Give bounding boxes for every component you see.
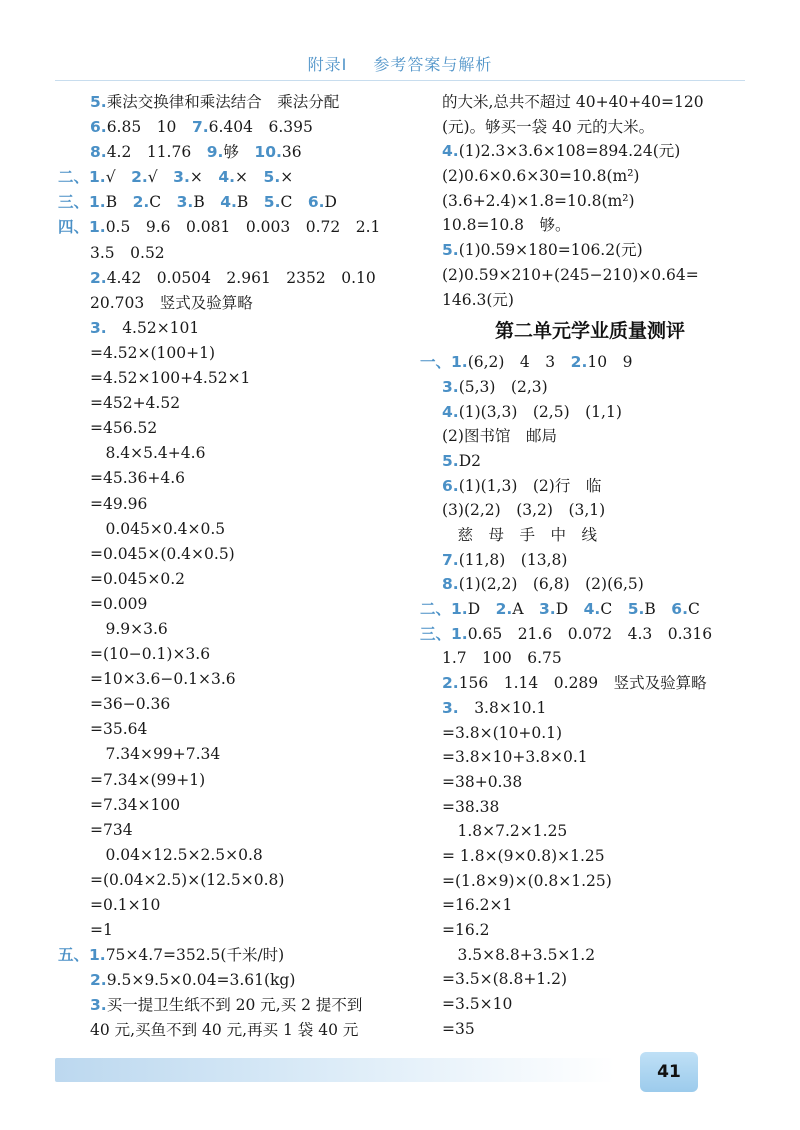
question-number: 五、1. xyxy=(58,946,106,965)
answer-text: 0.65 21.6 0.072 4.3 0.316 xyxy=(467,624,713,643)
question-number: 3. xyxy=(442,377,459,396)
question-number: 2. xyxy=(132,193,150,212)
answer-text: =7.34×(99+1) xyxy=(90,770,206,789)
question-number: 5. xyxy=(627,600,645,619)
question-number: 2. xyxy=(90,268,107,287)
question-number: 10. xyxy=(254,143,282,162)
answer-line xyxy=(58,742,393,767)
answer-text: =(0.04×2.5)×(12.5×0.8) xyxy=(90,870,285,889)
answer-text: A xyxy=(512,600,540,619)
answer-line xyxy=(420,893,760,918)
answer-text: 36 xyxy=(281,143,302,162)
answer-text: =(10−0.1)×3.6 xyxy=(90,645,211,664)
answer-line xyxy=(420,350,760,375)
answer-text: 10 9 xyxy=(587,353,633,372)
answer-line xyxy=(58,818,393,843)
answer-text: 乘法交换律和乘法结合 乘法分配 xyxy=(106,93,340,111)
answer-text: (2)图书馆 邮局 xyxy=(442,427,557,446)
question-number: 5. xyxy=(263,168,281,187)
answer-text: (元)。够买一袋 40 元的大米。 xyxy=(442,117,655,136)
answer-line xyxy=(58,466,393,491)
question-number: 四、1. xyxy=(58,218,106,237)
answer-text: =0.1×10 xyxy=(90,896,161,914)
question-number: 3. xyxy=(176,193,194,212)
answer-line xyxy=(420,498,760,523)
answer-line xyxy=(420,696,760,721)
question-number: 6. xyxy=(307,193,325,212)
answer-text: 7.34×99+7.34 xyxy=(90,745,221,764)
answer-line xyxy=(420,721,760,746)
answer-text: (6,2) 4 3 xyxy=(467,353,571,372)
answer-text: 买一提卫生纸不到 20 元,买 2 提不到 xyxy=(106,996,363,1015)
answer-text: 40 元,买鱼不到 40 元,再买 1 袋 40 元 xyxy=(90,1021,359,1040)
question-number: 2. xyxy=(495,600,513,619)
answer-text: 1.7 100 6.75 xyxy=(442,649,562,668)
answer-text: B xyxy=(193,193,221,212)
answer-text: (1)2.3×3.6×108=894.24(元) xyxy=(458,142,681,161)
answer-text: = 1.8×(9×0.8)×1.25 xyxy=(442,846,605,865)
answer-line xyxy=(58,140,393,165)
answer-text: 20.703 竖式及验算略 xyxy=(90,293,253,312)
answer-text: × xyxy=(235,168,264,187)
appendix-label: 附录Ⅰ xyxy=(307,55,348,74)
answer-text: =16.2×1 xyxy=(442,896,513,915)
answer-line xyxy=(420,745,760,770)
answer-line xyxy=(420,572,760,597)
question-number: 2. xyxy=(570,353,588,372)
answer-line xyxy=(420,474,760,499)
answer-text: =7.34×100 xyxy=(90,795,181,814)
answer-text: C xyxy=(600,600,628,619)
answer-line xyxy=(58,241,393,266)
answer-text: (5,3) (2,3) xyxy=(458,377,548,396)
answer-text: =456.52 xyxy=(90,419,158,438)
page-number: 41 xyxy=(640,1052,698,1092)
question-number: 6. xyxy=(671,600,688,619)
question-number: 二、1. xyxy=(58,168,106,187)
answer-text: =3.5×10 xyxy=(442,995,513,1014)
answer-line xyxy=(420,139,760,164)
answer-line xyxy=(58,266,393,291)
answer-line xyxy=(58,642,393,667)
answer-text: =734 xyxy=(90,820,133,839)
answer-text: =3.5×(8.8+1.2) xyxy=(442,970,568,989)
answer-line xyxy=(58,391,393,416)
answer-line xyxy=(58,366,393,391)
answer-line xyxy=(420,795,760,820)
question-number: 5. xyxy=(90,93,107,111)
answer-line xyxy=(58,592,393,617)
answer-line xyxy=(420,869,760,894)
question-number: 7. xyxy=(191,118,209,137)
answer-text: 4.42 0.0504 2.961 2352 0.10 xyxy=(106,268,376,287)
answer-line xyxy=(58,1018,393,1043)
section-title: 第二单元学业质量测评 xyxy=(494,320,685,343)
answer-line xyxy=(420,400,760,425)
answer-text: 的大米,总共不超过 40+40+40=120 xyxy=(442,93,704,111)
answer-line xyxy=(420,115,760,140)
question-number: 4. xyxy=(442,142,459,161)
answer-text: D xyxy=(324,193,337,212)
answer-text: B xyxy=(105,193,133,212)
answer-line xyxy=(58,291,393,316)
answer-text: × xyxy=(189,168,219,187)
answer-text: =0.009 xyxy=(90,594,148,613)
answer-line xyxy=(420,90,760,115)
answer-line xyxy=(420,918,760,943)
answer-text: D xyxy=(555,600,584,619)
question-number: 2. xyxy=(131,168,148,187)
answer-text: C xyxy=(149,193,177,212)
answer-text: C xyxy=(687,600,700,619)
answer-text: =10×3.6−0.1×3.6 xyxy=(90,670,236,689)
answer-line xyxy=(420,943,760,968)
answer-text: (1)(1,3) (2)行 临 xyxy=(458,476,602,495)
answer-line xyxy=(58,768,393,793)
answer-text: 0.04×12.5×2.5×0.8 xyxy=(90,845,263,864)
header-divider xyxy=(55,80,745,81)
answer-text: (11,8) (13,8) xyxy=(458,550,568,569)
answer-text: D xyxy=(467,600,496,619)
answer-line xyxy=(420,646,760,671)
question-number: 5. xyxy=(442,451,459,470)
answer-text: =49.96 xyxy=(90,494,148,513)
answer-text: (1)0.59×180=106.2(元) xyxy=(458,241,643,260)
answer-text: 3.5×8.8+3.5×1.2 xyxy=(442,945,596,964)
answer-text: 4.52×101 xyxy=(106,318,200,337)
answer-line xyxy=(420,238,760,263)
answer-text: 6.404 6.395 xyxy=(208,118,313,137)
answer-text: 9.5×9.5×0.04=3.61(kg) xyxy=(106,971,296,990)
answer-text: =3.8×10+3.8×0.1 xyxy=(442,748,588,767)
answer-text: =35.64 xyxy=(90,720,148,739)
header-title: 参考答案与解析 xyxy=(373,55,493,74)
answer-line xyxy=(420,1017,760,1042)
answer-line xyxy=(420,449,760,474)
answer-text: 1.8×7.2×1.25 xyxy=(442,822,568,841)
answer-text: =1 xyxy=(90,921,113,940)
answer-line xyxy=(58,341,393,366)
answer-text: 0.045×0.4×0.5 xyxy=(90,519,226,538)
answer-line xyxy=(58,316,393,341)
answer-text: 6.85 10 xyxy=(106,118,192,137)
question-number: 2. xyxy=(90,971,107,990)
answer-line xyxy=(58,492,393,517)
answer-text: (3)(2,2) (3,2) (3,1) xyxy=(442,501,606,520)
footer-decoration-band xyxy=(55,1058,615,1082)
answer-line xyxy=(58,441,393,466)
answer-line xyxy=(58,968,393,993)
answer-line xyxy=(58,893,393,918)
answer-text: 慈 母 手 中 线 xyxy=(442,526,598,544)
answer-line xyxy=(58,667,393,692)
answer-line xyxy=(58,215,393,240)
answer-text: 0.5 9.6 0.081 0.003 0.72 2.1 xyxy=(105,218,381,237)
answer-text: B xyxy=(644,600,672,619)
answer-line xyxy=(58,843,393,868)
question-number: 3. xyxy=(539,600,556,619)
right-column-continuation xyxy=(420,90,760,312)
answer-text: =38.38 xyxy=(442,797,500,816)
answer-text: 146.3(元) xyxy=(442,290,514,309)
answer-line xyxy=(420,967,760,992)
question-number: 8. xyxy=(442,575,459,594)
question-number: 3. xyxy=(442,698,459,717)
question-number: 6. xyxy=(90,118,107,137)
answer-text: × xyxy=(280,168,294,187)
answer-line xyxy=(58,993,393,1018)
answer-text: (3.6+2.4)×1.8=10.8(m²) xyxy=(442,191,635,210)
answer-text: 75×4.7=352.5(千米/时) xyxy=(105,946,285,965)
answer-text: (1)(3,3) (2,5) (1,1) xyxy=(458,402,622,421)
right-column xyxy=(420,90,760,1041)
answer-text: =16.2 xyxy=(442,921,490,939)
question-number: 4. xyxy=(218,168,236,187)
answer-line xyxy=(58,717,393,742)
answer-line xyxy=(420,288,760,313)
answer-text: √ xyxy=(105,168,132,187)
question-number: 8. xyxy=(90,143,107,162)
answer-text: B xyxy=(236,193,264,212)
answer-text: (2)0.59×210+(245−210)×0.64= xyxy=(442,265,699,284)
answer-line xyxy=(58,943,393,968)
answer-line xyxy=(58,190,393,215)
page-header xyxy=(0,52,800,75)
question-number: 2. xyxy=(442,674,459,693)
answer-text: (1)(2,2) (6,8) (2)(6,5) xyxy=(458,575,644,594)
answer-line xyxy=(58,517,393,542)
answer-line xyxy=(58,617,393,642)
answer-line xyxy=(58,416,393,441)
answer-text: =452+4.52 xyxy=(90,394,181,413)
answer-text: =35 xyxy=(442,1019,475,1038)
answer-line xyxy=(58,90,393,115)
answer-text: =45.36+4.6 xyxy=(90,469,185,488)
answer-text: 9.9×3.6 xyxy=(90,619,168,638)
answer-text: =4.52×100+4.52×1 xyxy=(90,369,251,388)
answer-line xyxy=(58,692,393,717)
answer-text: (2)0.6×0.6×30=10.8(m²) xyxy=(442,167,640,186)
answer-line xyxy=(420,375,760,400)
answer-text: =38+0.38 xyxy=(442,772,523,791)
question-number: 5. xyxy=(263,193,281,212)
answer-line xyxy=(58,542,393,567)
answer-line xyxy=(420,164,760,189)
answer-text: 够 xyxy=(223,143,255,162)
question-number: 三、1. xyxy=(58,193,106,212)
question-number: 6. xyxy=(442,476,459,495)
question-number: 4. xyxy=(583,600,601,619)
answer-line xyxy=(420,770,760,795)
answer-line xyxy=(420,819,760,844)
answer-text: 3.8×10.1 xyxy=(458,698,547,717)
answer-text: =36−0.36 xyxy=(90,695,171,714)
answer-line xyxy=(420,844,760,869)
answer-text: D2 xyxy=(458,451,481,470)
question-number: 5. xyxy=(442,241,459,260)
answer-line xyxy=(58,165,393,190)
answer-line xyxy=(58,918,393,943)
answer-line xyxy=(58,793,393,818)
answer-text: =4.52×(100+1) xyxy=(90,343,216,362)
answer-text: =0.045×(0.4×0.5) xyxy=(90,544,235,563)
answer-line xyxy=(420,992,760,1017)
question-number: 3. xyxy=(90,318,107,337)
answer-text: 8.4×5.4+4.6 xyxy=(90,444,206,463)
answer-line xyxy=(58,115,393,140)
answer-text: 156 1.14 0.289 竖式及验算略 xyxy=(458,674,707,693)
answer-text: =3.8×(10+0.1) xyxy=(442,723,563,742)
answer-text: 3.5 0.52 xyxy=(90,243,165,262)
answer-line xyxy=(58,868,393,893)
answer-line xyxy=(420,424,760,449)
answer-text: √ xyxy=(147,168,174,187)
answer-line xyxy=(58,567,393,592)
answer-line xyxy=(420,263,760,288)
answer-line xyxy=(420,213,760,238)
answer-text: 10.8=10.8 够。 xyxy=(442,216,571,235)
answer-line xyxy=(420,671,760,696)
question-number: 4. xyxy=(442,402,459,421)
answer-line xyxy=(420,548,760,573)
question-number: 4. xyxy=(220,193,237,212)
left-column xyxy=(58,90,393,1044)
answer-line xyxy=(420,189,760,214)
answer-text: =(1.8×9)×(0.8×1.25) xyxy=(442,871,612,890)
question-number: 一、1. xyxy=(420,353,468,372)
question-number: 7. xyxy=(442,550,459,569)
question-number: 三、1. xyxy=(420,624,468,643)
answer-text: 4.2 11.76 xyxy=(106,143,207,162)
answer-line xyxy=(420,622,760,647)
answer-line xyxy=(420,523,760,548)
question-number: 3. xyxy=(173,168,190,187)
unit-two-answers xyxy=(420,350,760,1041)
answer-text: =0.045×0.2 xyxy=(90,569,185,588)
question-number: 3. xyxy=(90,996,107,1015)
answer-text: C xyxy=(280,193,308,212)
answer-line xyxy=(420,597,760,622)
question-number: 9. xyxy=(206,143,224,162)
question-number: 二、1. xyxy=(420,600,468,619)
